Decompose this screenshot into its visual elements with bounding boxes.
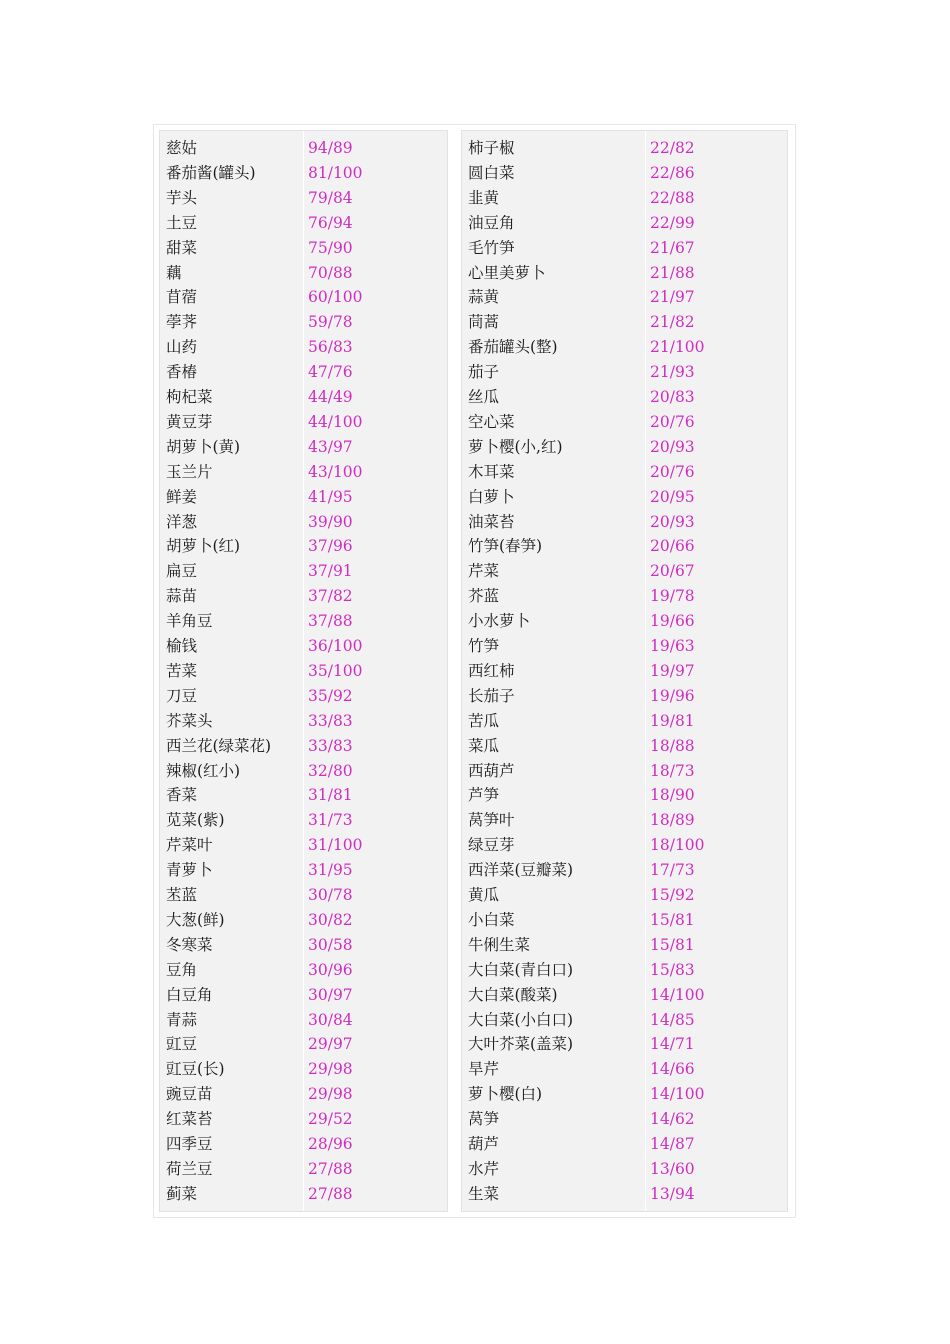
ratio-value: 47/76 bbox=[308, 363, 353, 382]
vegetable-name: 苦菜 bbox=[166, 661, 198, 680]
ratio-value: 29/98 bbox=[308, 1060, 353, 1079]
vegetable-name: 芹菜 bbox=[468, 562, 500, 581]
ratio-value: 31/73 bbox=[308, 811, 353, 830]
vegetable-name: 黄豆芽 bbox=[166, 412, 213, 431]
vegetable-name: 空心菜 bbox=[468, 412, 515, 431]
ratio-value: 22/99 bbox=[650, 213, 695, 232]
ratio-value: 94/89 bbox=[308, 139, 353, 157]
vegetable-name: 竹笋(春笋) bbox=[468, 537, 543, 556]
ratio-value: 36/100 bbox=[308, 637, 363, 655]
vegetable-name: 豌豆苗 bbox=[166, 1085, 213, 1104]
vegetable-name: 四季豆 bbox=[166, 1135, 213, 1153]
left-table bbox=[159, 130, 448, 1212]
vegetable-name: 香菜 bbox=[166, 786, 198, 805]
ratio-value: 81/100 bbox=[308, 163, 363, 182]
ratio-value: 20/95 bbox=[650, 487, 695, 506]
ratio-value: 75/90 bbox=[308, 238, 353, 257]
ratio-value: 19/78 bbox=[650, 587, 695, 606]
ratio-value: 13/60 bbox=[650, 1159, 695, 1178]
vegetable-name: 大白菜(酸菜) bbox=[468, 985, 558, 1004]
ratio-value: 29/97 bbox=[308, 1035, 353, 1054]
ratio-value: 14/66 bbox=[650, 1060, 695, 1079]
vegetable-name: 心里美萝卜 bbox=[468, 263, 546, 282]
ratio-value: 30/96 bbox=[308, 960, 353, 979]
vegetable-name: 小白菜 bbox=[468, 910, 515, 929]
vegetable-name: 苜蓿 bbox=[166, 288, 198, 307]
vegetable-name: 西洋菜(豆瓣菜) bbox=[468, 861, 574, 880]
right-column-divider bbox=[645, 131, 646, 1211]
ratio-value: 56/83 bbox=[308, 338, 353, 357]
ratio-value: 76/94 bbox=[308, 213, 353, 232]
ratio-value: 18/90 bbox=[650, 786, 695, 805]
vegetable-name: 丝瓜 bbox=[468, 388, 500, 406]
ratio-value: 22/86 bbox=[650, 163, 695, 182]
vegetable-name: 绿豆芽 bbox=[468, 836, 515, 855]
ratio-value: 27/88 bbox=[308, 1184, 353, 1203]
ratio-value: 19/97 bbox=[650, 661, 695, 680]
vegetable-name: 榆钱 bbox=[166, 637, 198, 655]
vegetable-name: 萝卜樱(小,红) bbox=[468, 437, 563, 456]
vegetable-name: 白豆角 bbox=[166, 985, 213, 1004]
left-column-divider bbox=[303, 131, 304, 1211]
vegetable-name: 韭黄 bbox=[468, 188, 500, 207]
vegetable-name: 西兰花(绿菜花) bbox=[166, 736, 272, 755]
vegetable-name: 扁豆 bbox=[166, 562, 198, 581]
vegetable-name: 青蒜 bbox=[166, 1010, 198, 1029]
ratio-value: 17/73 bbox=[650, 861, 695, 880]
vegetable-name: 胡萝卜(红) bbox=[166, 537, 241, 556]
ratio-value: 31/95 bbox=[308, 861, 353, 880]
vegetable-name: 胡萝卜(黄) bbox=[166, 437, 241, 456]
ratio-value: 14/62 bbox=[650, 1110, 695, 1129]
ratio-value: 15/83 bbox=[650, 960, 695, 979]
right-table bbox=[461, 130, 788, 1212]
vegetable-name: 竹笋 bbox=[468, 637, 500, 655]
ratio-value: 20/66 bbox=[650, 537, 695, 556]
vegetable-name: 蓟菜 bbox=[166, 1184, 198, 1203]
ratio-value: 37/88 bbox=[308, 612, 353, 631]
vegetable-name: 茼蒿 bbox=[468, 313, 500, 332]
vegetable-name: 山药 bbox=[166, 338, 198, 357]
vegetable-name: 芋头 bbox=[166, 188, 198, 207]
vegetable-name: 冬寒菜 bbox=[166, 935, 213, 954]
vegetable-name: 旱芹 bbox=[468, 1060, 500, 1079]
ratio-value: 13/94 bbox=[650, 1184, 695, 1203]
ratio-value: 37/82 bbox=[308, 587, 353, 606]
ratio-value: 20/93 bbox=[650, 512, 695, 531]
ratio-value: 30/97 bbox=[308, 985, 353, 1004]
ratio-value: 19/81 bbox=[650, 711, 695, 730]
ratio-value: 33/83 bbox=[308, 736, 353, 755]
vegetable-name: 小水萝卜 bbox=[468, 612, 531, 631]
ratio-value: 35/92 bbox=[308, 686, 353, 705]
vegetable-name: 木耳菜 bbox=[468, 462, 515, 481]
ratio-value: 79/84 bbox=[308, 188, 353, 207]
ratio-value: 14/100 bbox=[650, 1085, 705, 1104]
ratio-value: 39/90 bbox=[308, 512, 353, 531]
ratio-value: 30/78 bbox=[308, 886, 353, 904]
ratio-value: 14/100 bbox=[650, 985, 705, 1004]
vegetable-name: 慈姑 bbox=[166, 139, 198, 157]
ratio-value: 43/100 bbox=[308, 462, 363, 481]
ratio-value: 31/100 bbox=[308, 836, 363, 855]
ratio-value: 21/88 bbox=[650, 263, 695, 282]
vegetable-name: 大白菜(小白口) bbox=[468, 1010, 574, 1029]
vegetable-name: 香椿 bbox=[166, 363, 198, 382]
vegetable-name: 蒜苗 bbox=[166, 587, 198, 606]
ratio-value: 21/82 bbox=[650, 313, 695, 332]
ratio-value: 31/81 bbox=[308, 786, 353, 805]
vegetable-name: 荸荠 bbox=[166, 313, 198, 332]
ratio-value: 21/93 bbox=[650, 363, 695, 382]
vegetable-name: 苋菜(紫) bbox=[166, 811, 225, 830]
vegetable-name: 毛竹笋 bbox=[468, 238, 515, 257]
vegetable-name: 西葫芦 bbox=[468, 761, 515, 780]
ratio-value: 32/80 bbox=[308, 761, 353, 780]
ratio-value: 19/96 bbox=[650, 686, 695, 705]
vegetable-name: 土豆 bbox=[166, 213, 198, 232]
vegetable-name: 芥蓝 bbox=[468, 587, 500, 606]
ratio-value: 28/96 bbox=[308, 1135, 353, 1153]
vegetable-name: 萝卜樱(白) bbox=[468, 1085, 543, 1104]
ratio-value: 33/83 bbox=[308, 711, 353, 730]
vegetable-name: 辣椒(红小) bbox=[166, 761, 241, 780]
ratio-value: 22/88 bbox=[650, 188, 695, 207]
ratio-value: 14/87 bbox=[650, 1135, 695, 1153]
ratio-value: 70/88 bbox=[308, 263, 353, 282]
vegetable-name: 蒜黄 bbox=[468, 288, 500, 307]
vegetable-name: 圆白菜 bbox=[468, 163, 515, 182]
vegetable-name: 柿子椒 bbox=[468, 139, 515, 157]
ratio-value: 19/63 bbox=[650, 637, 695, 655]
vegetable-name: 芦笋 bbox=[468, 786, 500, 805]
vegetable-name: 荷兰豆 bbox=[166, 1159, 213, 1178]
vegetable-name: 油豆角 bbox=[468, 213, 515, 232]
vegetable-name: 豆角 bbox=[166, 960, 198, 979]
ratio-value: 41/95 bbox=[308, 487, 353, 506]
vegetable-name: 豇豆 bbox=[166, 1035, 198, 1054]
vegetable-name: 苦瓜 bbox=[468, 711, 500, 730]
vegetable-name: 白萝卜 bbox=[468, 487, 515, 506]
vegetable-name: 芹菜叶 bbox=[166, 836, 213, 855]
ratio-value: 15/81 bbox=[650, 935, 695, 954]
vegetable-name: 大葱(鲜) bbox=[166, 910, 225, 929]
ratio-value: 30/58 bbox=[308, 935, 353, 954]
vegetable-name: 甜菜 bbox=[166, 238, 198, 257]
vegetable-name: 番茄酱(罐头) bbox=[166, 163, 256, 182]
vegetable-name: 羊角豆 bbox=[166, 612, 213, 631]
ratio-value: 18/89 bbox=[650, 811, 695, 830]
vegetable-name: 红菜苔 bbox=[166, 1110, 213, 1129]
ratio-value: 21/100 bbox=[650, 338, 705, 357]
ratio-value: 20/67 bbox=[650, 562, 695, 581]
vegetable-name: 藕 bbox=[166, 263, 182, 282]
ratio-value: 20/76 bbox=[650, 412, 695, 431]
vegetable-name: 大叶芥菜(盖菜) bbox=[468, 1035, 574, 1054]
vegetable-name: 洋葱 bbox=[166, 512, 198, 531]
vegetable-name: 番茄罐头(整) bbox=[468, 338, 558, 357]
ratio-value: 19/66 bbox=[650, 612, 695, 631]
ratio-value: 21/67 bbox=[650, 238, 695, 257]
vegetable-name: 菜瓜 bbox=[468, 736, 500, 755]
vegetable-name: 油菜苔 bbox=[468, 512, 515, 531]
ratio-value: 44/100 bbox=[308, 412, 363, 431]
vegetable-name: 莴笋叶 bbox=[468, 811, 515, 830]
ratio-value: 15/81 bbox=[650, 910, 695, 929]
ratio-value: 59/78 bbox=[308, 313, 353, 332]
vegetable-name: 牛俐生菜 bbox=[468, 935, 531, 954]
vegetable-name: 水芹 bbox=[468, 1159, 500, 1178]
ratio-value: 20/93 bbox=[650, 437, 695, 456]
vegetable-name: 豇豆(长) bbox=[166, 1060, 225, 1079]
ratio-value: 27/88 bbox=[308, 1159, 353, 1178]
ratio-value: 30/84 bbox=[308, 1010, 353, 1029]
vegetable-name: 长茄子 bbox=[468, 686, 515, 705]
vegetable-name: 苤蓝 bbox=[166, 886, 198, 904]
ratio-value: 14/85 bbox=[650, 1010, 695, 1029]
ratio-value: 18/100 bbox=[650, 836, 705, 855]
ratio-value: 18/88 bbox=[650, 736, 695, 755]
ratio-value: 14/71 bbox=[650, 1035, 695, 1054]
ratio-value: 43/97 bbox=[308, 437, 353, 456]
vegetable-name: 莴笋 bbox=[468, 1110, 500, 1129]
vegetable-name: 茄子 bbox=[468, 363, 500, 382]
vegetable-name: 青萝卜 bbox=[166, 861, 213, 880]
vegetable-name: 大白菜(青白口) bbox=[468, 960, 574, 979]
ratio-value: 37/96 bbox=[308, 537, 353, 556]
ratio-value: 21/97 bbox=[650, 288, 695, 307]
ratio-value: 30/82 bbox=[308, 910, 353, 929]
ratio-value: 37/91 bbox=[308, 562, 353, 581]
ratio-value: 20/76 bbox=[650, 462, 695, 481]
ratio-value: 15/92 bbox=[650, 886, 695, 904]
ratio-value: 22/82 bbox=[650, 139, 695, 157]
vegetable-name: 葫芦 bbox=[468, 1135, 500, 1153]
ratio-value: 29/98 bbox=[308, 1085, 353, 1104]
vegetable-name: 枸杞菜 bbox=[166, 388, 213, 406]
vegetable-name: 生菜 bbox=[468, 1184, 500, 1203]
vegetable-name: 西红柿 bbox=[468, 661, 515, 680]
vegetable-name: 玉兰片 bbox=[166, 462, 213, 481]
ratio-value: 18/73 bbox=[650, 761, 695, 780]
ratio-value: 44/49 bbox=[308, 388, 353, 406]
vegetable-name: 鲜姜 bbox=[166, 487, 198, 506]
ratio-value: 29/52 bbox=[308, 1110, 353, 1129]
vegetable-name: 刀豆 bbox=[166, 686, 198, 705]
ratio-value: 35/100 bbox=[308, 661, 363, 680]
vegetable-name: 芥菜头 bbox=[166, 711, 213, 730]
ratio-value: 20/83 bbox=[650, 388, 695, 406]
vegetable-name: 黄瓜 bbox=[468, 886, 500, 904]
ratio-value: 60/100 bbox=[308, 288, 363, 307]
